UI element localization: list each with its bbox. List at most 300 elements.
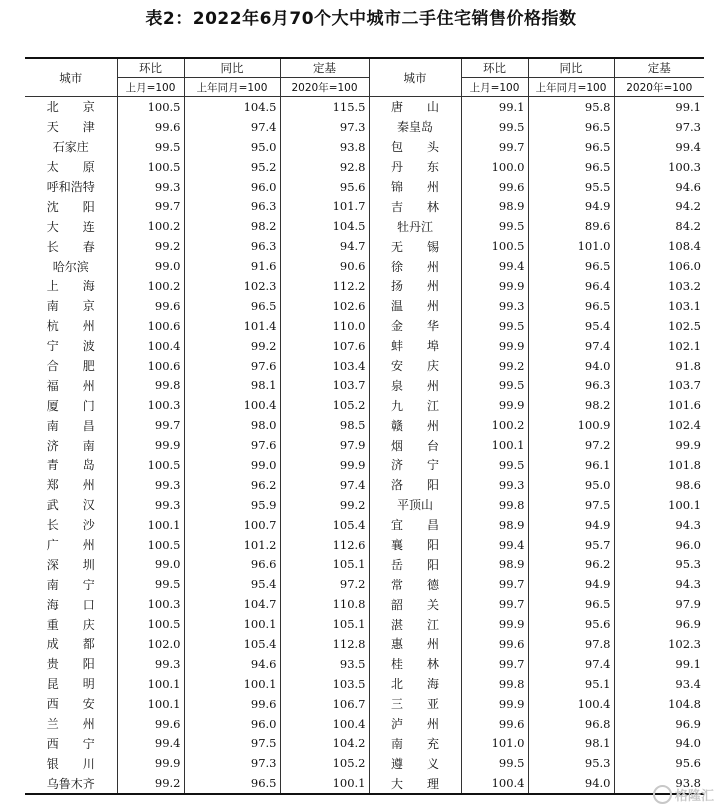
base-value-right: 94.3 <box>614 574 704 594</box>
base-value-right: 96.9 <box>614 614 704 634</box>
table-row <box>25 177 704 197</box>
yoy-value-left: 91.6 <box>184 256 280 276</box>
city-name-right: 南 充 <box>369 734 461 754</box>
mom-value-right: 99.4 <box>461 535 528 555</box>
table-row <box>25 734 704 754</box>
mom-value-right: 99.9 <box>461 395 528 415</box>
yoy-value-right: 96.8 <box>528 714 614 734</box>
yoy-value-right: 98.1 <box>528 734 614 754</box>
mom-value-right: 99.6 <box>461 634 528 654</box>
mom-value-left: 99.0 <box>117 554 184 574</box>
yoy-value-left: 99.0 <box>184 455 280 475</box>
mom-value-right: 100.2 <box>461 415 528 435</box>
mom-value-left: 100.5 <box>117 157 184 177</box>
city-name-right: 洛 阳 <box>369 475 461 495</box>
yoy-value-left: 100.1 <box>184 614 280 634</box>
mom-value-right: 100.1 <box>461 435 528 455</box>
base-value-left: 105.1 <box>280 614 369 634</box>
base-value-right: 99.1 <box>614 97 704 117</box>
table-row <box>25 594 704 614</box>
city-name-right: 宜 昌 <box>369 515 461 535</box>
yoy-value-right: 94.9 <box>528 196 614 216</box>
mom-value-right: 98.9 <box>461 554 528 574</box>
base-value-left: 95.6 <box>280 177 369 197</box>
mom-value-left: 100.3 <box>117 395 184 415</box>
base-value-right: 94.3 <box>614 515 704 535</box>
table-row <box>25 216 704 236</box>
city-name-right: 平顶山 <box>369 495 461 515</box>
table-row <box>25 356 704 376</box>
mom-value-left: 99.3 <box>117 475 184 495</box>
yoy-value-left: 97.4 <box>184 117 280 137</box>
yoy-value-left: 105.4 <box>184 634 280 654</box>
table-row <box>25 256 704 276</box>
watermark <box>653 785 714 804</box>
yoy-value-left: 104.7 <box>184 594 280 614</box>
base-value-right: 91.8 <box>614 356 704 376</box>
city-name-right: 常 德 <box>369 574 461 594</box>
mom-value-left: 100.6 <box>117 356 184 376</box>
city-name-left: 深 圳 <box>46 557 95 572</box>
base-value-left: 104.5 <box>280 216 369 236</box>
header-city-right: 城市 <box>369 58 461 97</box>
base-value-right: 102.5 <box>614 316 704 336</box>
table-row <box>25 753 704 773</box>
base-value-right: 97.3 <box>614 117 704 137</box>
city-name-right: 秦皇岛 <box>369 117 461 137</box>
base-value-left: 97.9 <box>280 435 369 455</box>
city-name-left: 长 春 <box>46 239 95 254</box>
city-name-left: 重 庆 <box>46 617 95 632</box>
city-name-left: 沈 阳 <box>46 199 95 214</box>
header-mom-right: 环比 <box>461 58 528 78</box>
mom-value-left: 100.6 <box>117 316 184 336</box>
subheader-base-right: 2020年=100 <box>614 78 704 97</box>
yoy-value-right: 96.4 <box>528 276 614 296</box>
city-name-right: 桂 林 <box>369 654 461 674</box>
city-name-right: 惠 州 <box>369 634 461 654</box>
mom-value-left: 100.5 <box>117 614 184 634</box>
table-row <box>25 117 704 137</box>
city-name-left: 青 岛 <box>46 458 95 473</box>
base-value-right: 95.3 <box>614 554 704 574</box>
city-name-left: 南 宁 <box>46 577 95 592</box>
base-value-right: 102.3 <box>614 634 704 654</box>
table-row <box>25 674 704 694</box>
mom-value-right: 99.2 <box>461 356 528 376</box>
mom-value-left: 100.3 <box>117 594 184 614</box>
base-value-right: 94.0 <box>614 734 704 754</box>
mom-value-left: 99.6 <box>117 117 184 137</box>
city-name-left: 福 州 <box>46 378 95 393</box>
base-value-left: 103.5 <box>280 674 369 694</box>
table-row <box>25 97 704 117</box>
mom-value-left: 99.2 <box>117 773 184 794</box>
table-row <box>25 614 704 634</box>
base-value-right: 103.7 <box>614 375 704 395</box>
city-name-right: 无 锡 <box>369 236 461 256</box>
yoy-value-right: 95.1 <box>528 674 614 694</box>
city-name-right: 泉 州 <box>369 375 461 395</box>
yoy-value-right: 96.2 <box>528 554 614 574</box>
base-value-left: 105.2 <box>280 395 369 415</box>
mom-value-left: 99.9 <box>117 435 184 455</box>
mom-value-right: 100.5 <box>461 236 528 256</box>
city-name-right: 湛 江 <box>369 614 461 634</box>
base-value-left: 112.6 <box>280 535 369 555</box>
city-name-left: 广 州 <box>46 538 95 553</box>
city-name-left: 武 汉 <box>46 498 95 513</box>
yoy-value-right: 97.4 <box>528 336 614 356</box>
table-row <box>25 554 704 574</box>
mom-value-right: 99.8 <box>461 674 528 694</box>
yoy-value-right: 96.5 <box>528 137 614 157</box>
table-row <box>25 276 704 296</box>
city-name-right: 金 华 <box>369 316 461 336</box>
city-name-left: 石家庄 <box>52 140 89 155</box>
yoy-value-right: 94.0 <box>528 356 614 376</box>
city-name-left: 西 宁 <box>46 736 95 751</box>
mom-value-left: 100.1 <box>117 694 184 714</box>
city-name-right: 九 江 <box>369 395 461 415</box>
yoy-value-right: 100.4 <box>528 694 614 714</box>
city-name-right: 济 宁 <box>369 455 461 475</box>
yoy-value-right: 96.3 <box>528 375 614 395</box>
city-name-left: 大 连 <box>46 219 95 234</box>
yoy-value-left: 95.2 <box>184 157 280 177</box>
mom-value-right: 99.6 <box>461 714 528 734</box>
yoy-value-right: 89.6 <box>528 216 614 236</box>
base-value-left: 99.9 <box>280 455 369 475</box>
city-name-left: 南 昌 <box>46 418 95 433</box>
city-name-left: 太 原 <box>46 160 95 175</box>
city-name-right: 扬 州 <box>369 276 461 296</box>
mom-value-left: 99.2 <box>117 236 184 256</box>
subheader-mom-right: 上月=100 <box>461 78 528 97</box>
table-row <box>25 316 704 336</box>
city-name-right: 三 亚 <box>369 694 461 714</box>
city-name-right: 吉 林 <box>369 196 461 216</box>
city-name-right: 北 海 <box>369 674 461 694</box>
yoy-value-right: 96.5 <box>528 594 614 614</box>
yoy-value-left: 101.4 <box>184 316 280 336</box>
city-name-right: 遵 义 <box>369 753 461 773</box>
table-row <box>25 395 704 415</box>
mom-value-right: 99.5 <box>461 316 528 336</box>
mom-value-right: 99.5 <box>461 455 528 475</box>
yoy-value-left: 99.2 <box>184 336 280 356</box>
yoy-value-right: 97.2 <box>528 435 614 455</box>
yoy-value-left: 101.2 <box>184 535 280 555</box>
city-name-left: 济 南 <box>46 438 95 453</box>
yoy-value-left: 97.6 <box>184 356 280 376</box>
yoy-value-left: 95.9 <box>184 495 280 515</box>
header-city-left: 城市 <box>25 58 117 97</box>
yoy-value-left: 95.4 <box>184 574 280 594</box>
table-row <box>25 574 704 594</box>
yoy-value-left: 97.5 <box>184 734 280 754</box>
city-name-left: 天 津 <box>46 120 95 135</box>
city-name-left: 成 都 <box>46 637 95 652</box>
base-value-left: 105.2 <box>280 753 369 773</box>
yoy-value-right: 95.3 <box>528 753 614 773</box>
mom-value-right: 101.0 <box>461 734 528 754</box>
table-row <box>25 773 704 794</box>
mom-value-left: 99.9 <box>117 753 184 773</box>
base-value-right: 108.4 <box>614 236 704 256</box>
table-row <box>25 714 704 734</box>
base-value-left: 104.2 <box>280 734 369 754</box>
mom-value-right: 98.9 <box>461 515 528 535</box>
yoy-value-right: 98.2 <box>528 395 614 415</box>
mom-value-left: 99.3 <box>117 654 184 674</box>
base-value-left: 105.4 <box>280 515 369 535</box>
mom-value-right: 99.3 <box>461 475 528 495</box>
mom-value-right: 99.9 <box>461 336 528 356</box>
base-value-right: 99.9 <box>614 435 704 455</box>
yoy-value-right: 97.5 <box>528 495 614 515</box>
yoy-value-right: 95.8 <box>528 97 614 117</box>
base-value-left: 101.7 <box>280 196 369 216</box>
yoy-value-right: 95.5 <box>528 177 614 197</box>
city-name-left: 西 安 <box>46 697 95 712</box>
base-value-right: 94.2 <box>614 196 704 216</box>
mom-value-right: 99.5 <box>461 375 528 395</box>
base-value-right: 96.0 <box>614 535 704 555</box>
yoy-value-right: 95.0 <box>528 475 614 495</box>
yoy-value-right: 97.4 <box>528 654 614 674</box>
yoy-value-left: 100.1 <box>184 674 280 694</box>
city-name-right: 烟 台 <box>369 435 461 455</box>
base-value-right: 102.1 <box>614 336 704 356</box>
city-name-right: 徐 州 <box>369 256 461 276</box>
watermark-logo-icon <box>653 785 672 804</box>
yoy-value-left: 96.3 <box>184 236 280 256</box>
yoy-value-left: 99.6 <box>184 694 280 714</box>
yoy-value-left: 96.5 <box>184 773 280 794</box>
base-value-right: 98.6 <box>614 475 704 495</box>
yoy-value-left: 104.5 <box>184 97 280 117</box>
table-title: 表2：2022年6月70个大中城市二手住宅销售价格指数 <box>145 9 577 29</box>
table-row <box>25 336 704 356</box>
city-name-left: 郑 州 <box>46 478 95 493</box>
base-value-right: 103.2 <box>614 276 704 296</box>
mom-value-right: 99.9 <box>461 694 528 714</box>
mom-value-left: 99.7 <box>117 415 184 435</box>
mom-value-right: 100.4 <box>461 773 528 794</box>
city-name-right: 泸 州 <box>369 714 461 734</box>
mom-value-right: 99.6 <box>461 177 528 197</box>
base-value-left: 93.8 <box>280 137 369 157</box>
city-name-left: 哈尔滨 <box>52 259 89 274</box>
yoy-value-left: 96.3 <box>184 196 280 216</box>
base-value-left: 106.7 <box>280 694 369 714</box>
table-row <box>25 455 704 475</box>
mom-value-right: 99.5 <box>461 216 528 236</box>
city-name-right: 锦 州 <box>369 177 461 197</box>
yoy-value-right: 94.9 <box>528 515 614 535</box>
header-yoy-right: 同比 <box>528 58 614 78</box>
header-yoy-left: 同比 <box>184 58 280 78</box>
base-value-left: 98.5 <box>280 415 369 435</box>
base-value-left: 103.7 <box>280 375 369 395</box>
base-value-right: 93.8 <box>614 773 704 794</box>
table-row <box>25 137 704 157</box>
mom-value-right: 99.7 <box>461 594 528 614</box>
subheader-yoy-left: 上年同月=100 <box>184 78 280 97</box>
mom-value-right: 98.9 <box>461 196 528 216</box>
yoy-value-left: 97.6 <box>184 435 280 455</box>
yoy-value-right: 94.0 <box>528 773 614 794</box>
watermark-text: 格隆汇 <box>674 789 714 804</box>
base-value-right: 106.0 <box>614 256 704 276</box>
base-value-left: 112.2 <box>280 276 369 296</box>
subheader-mom-left: 上月=100 <box>117 78 184 97</box>
yoy-value-right: 96.5 <box>528 157 614 177</box>
yoy-value-left: 100.7 <box>184 515 280 535</box>
base-value-right: 101.6 <box>614 395 704 415</box>
subheader-base-left: 2020年=100 <box>280 78 369 97</box>
city-name-left: 海 口 <box>46 597 95 612</box>
yoy-value-left: 98.0 <box>184 415 280 435</box>
base-value-left: 92.8 <box>280 157 369 177</box>
base-value-right: 102.4 <box>614 415 704 435</box>
mom-value-right: 99.4 <box>461 256 528 276</box>
mom-value-right: 99.7 <box>461 654 528 674</box>
base-value-right: 95.6 <box>614 753 704 773</box>
base-value-right: 99.4 <box>614 137 704 157</box>
base-value-left: 105.1 <box>280 554 369 574</box>
city-name-right: 安 庆 <box>369 356 461 376</box>
base-value-right: 97.9 <box>614 594 704 614</box>
table-body <box>25 97 704 795</box>
yoy-value-left: 96.0 <box>184 714 280 734</box>
table-row <box>25 475 704 495</box>
base-value-left: 90.6 <box>280 256 369 276</box>
mom-value-left: 99.6 <box>117 296 184 316</box>
base-value-left: 94.7 <box>280 236 369 256</box>
yoy-value-right: 95.6 <box>528 614 614 634</box>
city-name-left: 厦 门 <box>46 398 95 413</box>
yoy-value-left: 102.3 <box>184 276 280 296</box>
mom-value-right: 99.8 <box>461 495 528 515</box>
base-value-left: 99.2 <box>280 495 369 515</box>
table-row <box>25 196 704 216</box>
base-value-left: 100.4 <box>280 714 369 734</box>
yoy-value-right: 94.9 <box>528 574 614 594</box>
city-name-left: 乌鲁木齐 <box>25 773 117 794</box>
mom-value-left: 99.6 <box>117 714 184 734</box>
table-row <box>25 296 704 316</box>
yoy-value-left: 94.6 <box>184 654 280 674</box>
base-value-right: 94.6 <box>614 177 704 197</box>
mom-value-right: 100.0 <box>461 157 528 177</box>
table-row <box>25 694 704 714</box>
yoy-value-left: 98.1 <box>184 375 280 395</box>
base-value-left: 102.6 <box>280 296 369 316</box>
header-mom-left: 环比 <box>117 58 184 78</box>
table-row <box>25 415 704 435</box>
table-row <box>25 535 704 555</box>
yoy-value-left: 96.0 <box>184 177 280 197</box>
yoy-value-right: 96.1 <box>528 455 614 475</box>
base-value-right: 96.9 <box>614 714 704 734</box>
table-row <box>25 495 704 515</box>
mom-value-left: 100.1 <box>117 515 184 535</box>
table-row <box>25 435 704 455</box>
yoy-value-right: 96.5 <box>528 296 614 316</box>
base-value-left: 97.2 <box>280 574 369 594</box>
city-name-right: 岳 阳 <box>369 554 461 574</box>
city-name-right: 韶 关 <box>369 594 461 614</box>
city-name-left: 杭 州 <box>46 319 95 334</box>
city-name-left: 贵 阳 <box>46 657 95 672</box>
city-name-right: 蚌 埠 <box>369 336 461 356</box>
base-value-left: 110.0 <box>280 316 369 336</box>
city-name-left: 兰 州 <box>46 717 95 732</box>
mom-value-left: 102.0 <box>117 634 184 654</box>
city-name-left: 呼和浩特 <box>46 180 95 194</box>
mom-value-left: 100.2 <box>117 216 184 236</box>
yoy-value-left: 96.5 <box>184 296 280 316</box>
yoy-value-left: 95.0 <box>184 137 280 157</box>
city-name-right: 温 州 <box>369 296 461 316</box>
base-value-left: 107.6 <box>280 336 369 356</box>
city-name-left: 昆 明 <box>46 677 95 692</box>
mom-value-right: 99.3 <box>461 296 528 316</box>
table-row <box>25 654 704 674</box>
base-value-right: 93.4 <box>614 674 704 694</box>
base-value-left: 103.4 <box>280 356 369 376</box>
yoy-value-right: 97.8 <box>528 634 614 654</box>
mom-value-left: 99.7 <box>117 196 184 216</box>
mom-value-left: 100.4 <box>117 336 184 356</box>
yoy-value-left: 100.4 <box>184 395 280 415</box>
city-name-right: 大 理 <box>369 773 461 794</box>
yoy-value-right: 95.4 <box>528 316 614 336</box>
mom-value-right: 99.5 <box>461 117 528 137</box>
base-value-right: 84.2 <box>614 216 704 236</box>
table-row <box>25 157 704 177</box>
mom-value-left: 99.8 <box>117 375 184 395</box>
base-value-left: 112.8 <box>280 634 369 654</box>
mom-value-right: 99.7 <box>461 574 528 594</box>
city-name-right: 牡丹江 <box>369 216 461 236</box>
mom-value-left: 99.5 <box>117 574 184 594</box>
base-value-right: 104.8 <box>614 694 704 714</box>
header-base-left: 定基 <box>280 58 369 78</box>
yoy-value-left: 97.3 <box>184 753 280 773</box>
mom-value-right: 99.5 <box>461 753 528 773</box>
base-value-right: 103.1 <box>614 296 704 316</box>
yoy-value-right: 100.9 <box>528 415 614 435</box>
mom-value-right: 99.7 <box>461 137 528 157</box>
city-name-left: 南 京 <box>46 299 95 314</box>
price-index-table <box>25 57 704 795</box>
mom-value-left: 100.1 <box>117 674 184 694</box>
city-name-left: 北 京 <box>46 100 95 115</box>
mom-value-left: 100.5 <box>117 97 184 117</box>
base-value-right: 101.8 <box>614 455 704 475</box>
mom-value-right: 99.9 <box>461 276 528 296</box>
yoy-value-right: 96.5 <box>528 256 614 276</box>
base-value-right: 99.1 <box>614 654 704 674</box>
city-name-right: 唐 山 <box>369 97 461 117</box>
base-value-left: 97.4 <box>280 475 369 495</box>
base-value-left: 93.5 <box>280 654 369 674</box>
mom-value-left: 99.5 <box>117 137 184 157</box>
mom-value-left: 99.4 <box>117 734 184 754</box>
